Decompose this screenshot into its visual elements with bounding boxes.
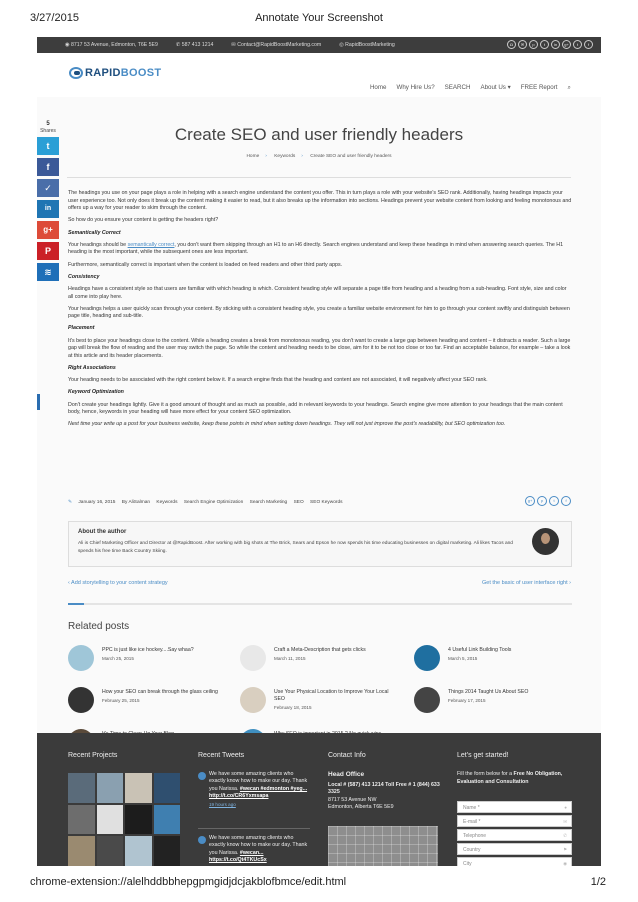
related-post-title-text[interactable]: Craft a Meta-Description that gets clicks — [274, 647, 366, 653]
tweet-url-link[interactable]: https://t.co/Qt4TKUcSx — [209, 857, 267, 864]
like-share-button[interactable] — [37, 179, 59, 197]
related-post-thumbnail[interactable] — [68, 687, 94, 713]
post-date: January 16, 2015 — [78, 500, 116, 505]
tweet — [198, 835, 310, 865]
logo-text-rapid: RAPID — [85, 67, 121, 79]
related-post[interactable] — [414, 687, 564, 717]
facebook-icon: f — [46, 162, 50, 172]
stumbleupon-share-button[interactable] — [37, 263, 59, 281]
nav-menu — [360, 84, 571, 92]
get-started-text — [457, 771, 577, 786]
post-meta — [68, 500, 348, 505]
divider-accent — [68, 603, 84, 605]
linkedin-icon: in — [44, 205, 52, 212]
tag-link[interactable]: Search Engine Optimization — [183, 500, 244, 505]
related-post-title[interactable] — [448, 689, 564, 704]
print-page-number: 1/2 — [590, 876, 606, 888]
breadcrumb-current: Create SEO and user friendly headers — [310, 154, 392, 159]
facebook-share-button[interactable] — [37, 158, 59, 176]
tag-link[interactable]: Search Marketing — [249, 500, 288, 505]
pin-icon: ✎ — [68, 500, 73, 505]
print-url: chrome-extension://alelhddbbhepgpmgidjdcjakblofbmce/edit.html — [30, 876, 347, 888]
article-paragraph: Don't create your headings lightly. Give it a good amount of thought and as much as possible, add in relevant keywords to your headings. Search engine give more attention to your headings that the main content body, hence, keywords in your heading will have more effect for your content SEO optimization. — [68, 401, 563, 416]
tweet-body: We have some amazing clients who exactly know how to make our day. Thank you Narissa. — [209, 771, 308, 792]
related-post-date: March 5, 2015 — [448, 656, 478, 661]
article-paragraph: So how do you ensure your content is getting the headers right? — [68, 217, 219, 224]
field-placeholder: Telephone — [463, 833, 487, 839]
previous-post-link[interactable]: ‹ Add storytelling to your content strategy — [68, 580, 168, 586]
nav-item-search[interactable]: SEARCH — [444, 84, 471, 91]
nav-item-home[interactable]: Home — [369, 84, 387, 91]
twitter-icon: t — [46, 141, 50, 151]
article-paragraph: Your heading needs to be associated with the right content below it. If a search engine finds that the heading and content are not associated, it will negatively affect your SEO rank. — [68, 377, 488, 384]
section-heading: Right Associations — [68, 365, 116, 372]
tweet-text — [209, 771, 310, 809]
related-post-title[interactable] — [274, 689, 390, 711]
main-content — [37, 97, 601, 712]
related-post-title-text[interactable]: Things 2014 Taught Us About SEO — [448, 689, 529, 695]
scroll-indicator — [37, 394, 40, 410]
phone-numbers-text: Local # (587) 413 1214 Toll Free # 1 (844) 633 3325 — [328, 781, 440, 795]
breadcrumb — [37, 154, 601, 159]
post-share-icons — [523, 496, 571, 506]
site-logo[interactable] — [69, 67, 161, 79]
author-bio: Ali is Chief Marketing Officer and Director at @RapidBoost. After working with big shots at The Brick, Sears and Epson he now spends his time educating businesses on digital marketing. Ali likes Tacos and spends his free time Back Country Skiing. — [78, 541, 513, 554]
field-placeholder: E-mail * — [463, 819, 481, 825]
address-text: ◉ 8717 53 Avenue, Edmonton, T6E 5E9 — [65, 42, 158, 48]
twitter-bird-icon — [198, 836, 206, 844]
related-post-date: March 11, 2015 — [274, 656, 306, 661]
logo-text-boost: BOOST — [120, 67, 162, 79]
print-title: Annotate Your Screenshot — [255, 12, 383, 24]
field-placeholder: Country — [463, 847, 481, 853]
related-post-thumbnail[interactable] — [414, 645, 440, 671]
section-heading: Consistency — [68, 273, 100, 280]
tweet-time-link[interactable]: 19 hours ago — [209, 801, 236, 807]
share-sidebar — [37, 121, 59, 284]
breadcrumb-separator-icon: › — [301, 154, 303, 159]
article-paragraph: Your headings helps a user quickly scan through your content. By sticking with a consistent heading style, you create a familiar website environment for him to go through your content swiftly and distinguish between page title, heading and sub-title. — [68, 305, 570, 320]
related-post-date: March 25, 2015 — [102, 656, 134, 661]
article-paragraph: It's best to place your headings close to the content. While a heading creates a break from monotonous reading, you don't want to create a large gap between heading and content – it distracts a reader. Such a large gap will break the flow of reading and the user may switch the page. So while the content and heading needs to be close, aim for it to be not too close or too far. Find an acceptable balance, for example – take a look at this article and its header placements. — [68, 337, 571, 359]
location-icon: ◉ — [563, 861, 567, 866]
pinterest-icon[interactable]: p — [529, 40, 538, 49]
get-started-heading: Let's get started! — [457, 752, 509, 759]
semantically-correct-link[interactable]: semantically correct — [127, 241, 175, 248]
tumblr-icon[interactable]: t — [540, 40, 549, 49]
related-post-thumbnail[interactable] — [414, 687, 440, 713]
site-footer — [37, 733, 601, 866]
breadcrumb-keywords[interactable]: Keywords — [274, 154, 296, 159]
location-map[interactable] — [328, 826, 438, 866]
phone-value[interactable]: 587 413 1214 — [181, 42, 214, 48]
nav-item-why-hire-us[interactable]: Why Hire Us? — [396, 84, 435, 91]
recent-projects-heading: Recent Projects — [68, 752, 118, 759]
article-paragraph: Furthermore, semantically correct is important when the content is loaded on feed readers and other third party apps. — [68, 261, 343, 268]
related-post-date: February 25, 2015 — [102, 698, 140, 703]
section-divider-bar — [68, 603, 572, 605]
text-run: Your headings should be — [68, 241, 128, 248]
article-paragraph: Next time your write up a post for your business website, keep these points in mind when setting down headings. They will not just improve the post's readability, but SEO optimization too. — [68, 421, 506, 428]
logo-mark-icon — [69, 67, 83, 79]
breadcrumb-separator-icon: › — [265, 154, 267, 159]
project-thumbnail[interactable] — [68, 773, 95, 803]
address-value: 8717 53 Avenue, Edmonton, T6E 5E9 — [70, 42, 158, 48]
share-label: Shares — [40, 128, 56, 134]
tweet — [198, 771, 310, 809]
googleplus-icon[interactable]: g+ — [525, 496, 535, 506]
top-social-icons — [505, 40, 593, 49]
telephone-field[interactable] — [457, 829, 572, 841]
tag-link[interactable]: Keywords — [156, 500, 178, 505]
website-screenshot — [37, 37, 601, 866]
project-thumbnail[interactable] — [154, 836, 181, 866]
project-thumbnail[interactable] — [97, 773, 124, 803]
skype-link[interactable]: ◎ RapidBoostMarketing — [339, 42, 395, 48]
print-header — [0, 12, 638, 28]
related-post-title-text[interactable]: Use Your Physical Location to Improve Your Local SEO — [274, 689, 389, 702]
print-date: 3/27/2015 — [30, 12, 79, 24]
twitter-bird-icon — [198, 772, 206, 780]
googleplus-share-button[interactable] — [37, 221, 59, 239]
googleplus-icon: g+ — [43, 225, 53, 234]
nav-item-about-us[interactable]: About Us ▾ — [480, 84, 511, 91]
avatar — [532, 528, 559, 555]
facebook-icon[interactable]: f — [561, 496, 571, 506]
related-post-title-text[interactable]: PPC is just like ice hockey....Say whaa? — [102, 647, 194, 653]
tweet-url-link[interactable]: http://t.co/CR6Yxmsapa — [209, 793, 269, 800]
related-post-thumbnail[interactable] — [240, 645, 266, 671]
related-post[interactable] — [68, 687, 218, 717]
tweet-hashtag-link[interactable]: #wecan... — [239, 849, 264, 856]
article-paragraph: Headings have a consistent style so that users are familiar with which heading is which. Consistent heading style will separate a page title from heading and a heading from a sub-heading. Font style, size and color all come into play here. — [68, 285, 567, 300]
related-post[interactable] — [414, 645, 564, 675]
name-field[interactable] — [457, 801, 572, 813]
nav-item-free-report[interactable]: FREE Report — [520, 84, 558, 91]
print-footer — [0, 876, 638, 892]
project-thumbnail[interactable] — [125, 805, 152, 835]
project-thumbnail[interactable] — [154, 805, 181, 835]
related-post[interactable] — [68, 645, 218, 675]
article-body — [68, 190, 572, 434]
cta-text: Fill the form below for a — [457, 771, 514, 777]
top-contact-bar — [37, 37, 601, 53]
main-navigation — [37, 53, 601, 97]
contact-info — [328, 771, 448, 812]
phone-numbers — [328, 782, 448, 797]
project-thumbnail-grid — [68, 773, 180, 866]
breadcrumb-home[interactable]: Home — [246, 154, 260, 159]
pinterest-share-button[interactable] — [37, 242, 59, 260]
article-paragraph — [68, 242, 572, 257]
thumbs-up-icon: ✓ — [44, 183, 52, 193]
related-post-title-text[interactable]: 4 Useful Link Building Tools — [448, 647, 512, 653]
facebook-icon[interactable]: f — [584, 40, 593, 49]
email-value[interactable]: Contact@RapidBoostMarketing.com — [237, 42, 322, 48]
head-office-title: Head Office — [328, 771, 365, 778]
stumbleupon-icon: ≋ — [44, 267, 52, 277]
related-post[interactable] — [240, 645, 390, 675]
author-box-title: About the author — [78, 529, 127, 535]
address-line: Edmonton, Alberta T6E 5E9 — [328, 804, 394, 810]
author-box — [68, 521, 572, 567]
related-post-title[interactable] — [274, 647, 390, 662]
text-run: , you don't want them skipping through an H1 to an H6 directly. Search engines understand and keep these headings in mind when answering search queries. The H1 heading is the most important, while the subsequent ones are less important. — [68, 241, 564, 256]
related-posts-title: Related posts — [68, 621, 130, 632]
contact-info-heading: Contact Info — [328, 752, 366, 759]
project-thumbnail[interactable] — [68, 805, 95, 835]
linkedin-icon[interactable]: in — [551, 40, 560, 49]
project-thumbnail[interactable] — [97, 805, 124, 835]
section-heading: Semantically Correct — [68, 229, 121, 236]
tweet-text — [209, 835, 310, 865]
post-author[interactable]: By AliSalman — [121, 500, 151, 505]
email-field[interactable] — [457, 815, 572, 827]
phone-text[interactable]: ✆ 587 413 1214 — [175, 42, 214, 48]
twitter-icon[interactable]: t — [549, 496, 559, 506]
tag-link[interactable]: SEO Keywords — [310, 500, 343, 505]
section-heading: Placement — [68, 325, 95, 332]
project-thumbnail[interactable] — [154, 773, 181, 803]
related-post-title[interactable] — [448, 647, 564, 662]
email-link[interactable]: ✉ Contact@RapidBoostMarketing.com — [231, 42, 322, 48]
project-thumbnail[interactable] — [68, 836, 95, 866]
country-field[interactable] — [457, 843, 572, 855]
user-icon: ● — [564, 805, 567, 810]
project-thumbnail[interactable] — [97, 836, 124, 866]
page-title: Create SEO and user friendly headers — [174, 125, 464, 144]
next-post-link[interactable]: Get the basic of user interface right › — [482, 580, 571, 586]
contact-form — [457, 801, 572, 866]
search-icon[interactable]: ⌕ — [567, 84, 571, 91]
recent-tweets-heading: Recent Tweets — [198, 752, 245, 759]
section-heading: Keyword Optimization — [68, 389, 124, 396]
field-placeholder: City — [463, 861, 472, 866]
pinterest-icon[interactable]: p — [537, 496, 547, 506]
related-post-thumbnail[interactable] — [68, 645, 94, 671]
pinterest-icon: P — [44, 246, 51, 256]
linkedin-share-button[interactable] — [37, 200, 59, 218]
related-post-date: February 17, 2015 — [448, 698, 486, 703]
phone-icon: ✆ — [563, 833, 567, 838]
related-post-thumbnail[interactable] — [240, 687, 266, 713]
city-field[interactable] — [457, 857, 572, 866]
field-placeholder: Name * — [463, 805, 480, 811]
related-post-title-text[interactable]: How your SEO can break through the glass ceiling — [102, 689, 218, 695]
project-thumbnail[interactable] — [125, 773, 152, 803]
related-post-title[interactable] — [102, 647, 218, 662]
related-post[interactable] — [240, 687, 390, 717]
share-count: 5 — [46, 121, 50, 127]
tweet-hashtag-link[interactable]: #wecan #edmonton #yeg... — [239, 785, 308, 792]
project-thumbnail[interactable] — [125, 836, 152, 866]
skype-value[interactable]: RapidBoostMarketing — [345, 42, 395, 48]
tweet-body: We have some amazing clients who exactly know how to make our day. Thank you Narissa. — [209, 835, 308, 856]
rss-icon[interactable]: ◘ — [507, 40, 516, 49]
email-icon: ✉ — [563, 819, 567, 824]
divider — [67, 177, 571, 178]
address-line: 8717 53 Avenue NW — [328, 796, 377, 803]
email-icon[interactable]: ✉ — [518, 40, 527, 49]
cta-bold-text: Free No Obligation, Evaluation and Consultation — [457, 771, 563, 785]
article-paragraph: The headings you use on your page plays a role in helping with a search engine understand the content you offer. This in turn plays a role with your website's SEO rank. Additionally, having headings impacts your user experience too. Not only does it break up the content making it easier to read, but it also breaks up the information into sections. Headings prevent your website content from looking and feeling monotonous and offers up a way for your reader to skim through the content. — [68, 190, 572, 212]
googleplus-icon[interactable]: g+ — [562, 40, 571, 49]
tweet-divider — [198, 828, 310, 829]
related-post-date: February 18, 2015 — [274, 705, 312, 710]
flag-icon: ⚑ — [562, 847, 567, 852]
tag-link[interactable]: SEO — [293, 500, 304, 505]
related-post-title[interactable] — [102, 689, 218, 704]
twitter-icon[interactable]: t — [573, 40, 582, 49]
